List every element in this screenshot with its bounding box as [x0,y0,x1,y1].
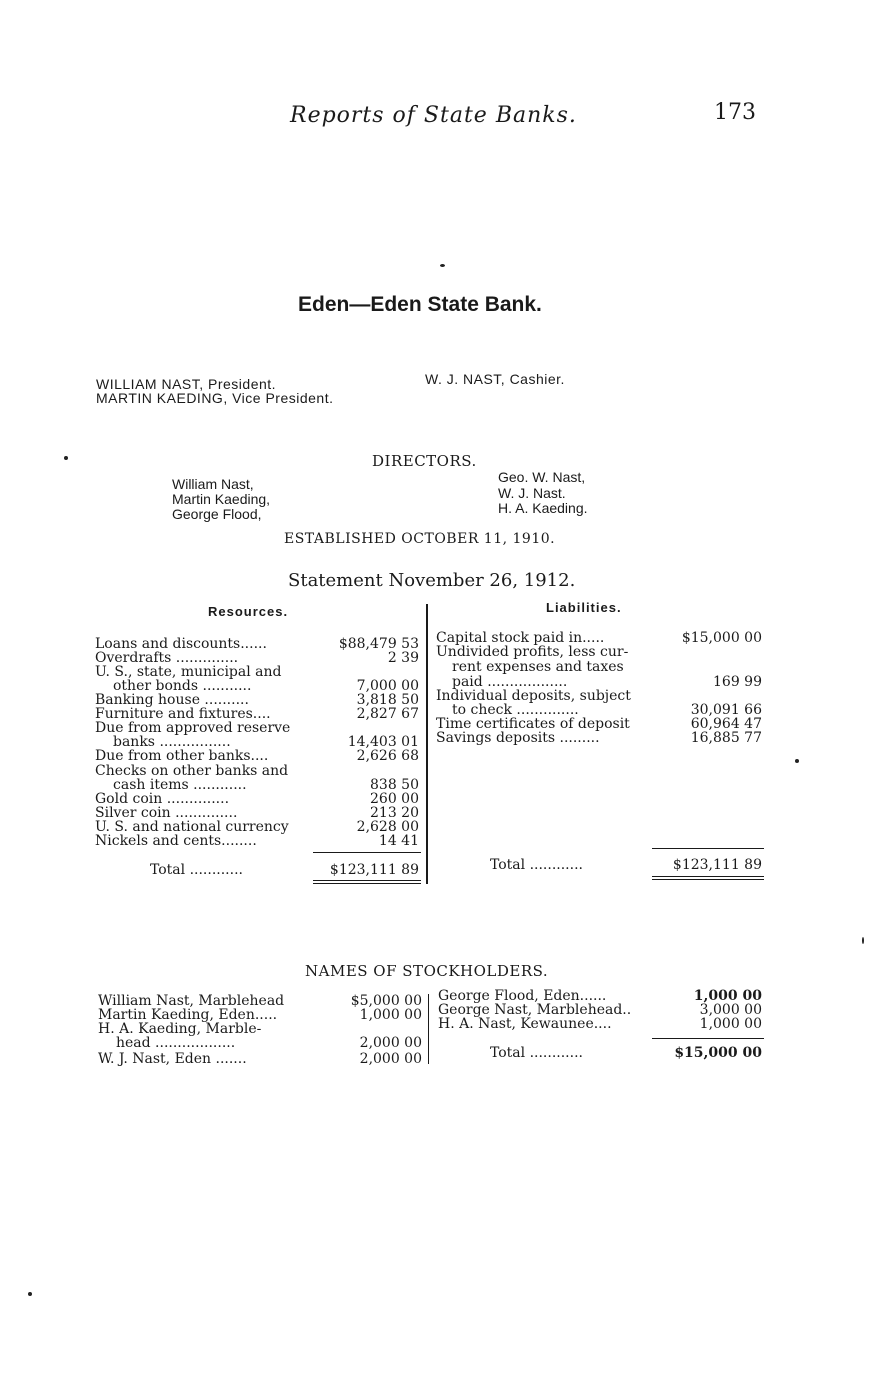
stockholder-name: H. A. Nast, Kewaunee.... [438,1016,612,1032]
resource-label: Furniture and fixtures.... [95,706,271,722]
resource-label: cash items ............ [113,777,247,793]
director-name: George Flood, [172,506,262,522]
liability-amount: 30,091 66 [690,702,762,718]
resource-label: banks ................ [113,734,231,750]
directors-heading: DIRECTORS. [372,452,477,470]
resources-total-amount: $123,111 89 [329,862,419,878]
resource-amount: 2 39 [387,650,419,666]
scan-speck [440,264,445,267]
liability-label: to check .............. [452,702,579,718]
stockholder-amount: 1,000 00 [693,988,762,1004]
column-divider [426,604,428,884]
stockholder-name: George Nast, Marblehead.. [438,1002,632,1018]
liability-label: Capital stock paid in..... [436,630,605,646]
resource-label: U. S. and national currency [95,819,289,835]
resource-amount: 213 20 [370,805,419,821]
resource-label: Gold coin .............. [95,791,230,807]
resource-label: Banking house .......... [95,692,249,708]
stockholder-name: H. A. Kaeding, Marble- [98,1021,262,1037]
resources-total-rule [313,883,421,884]
resource-label: U. S., state, municipal and [95,664,282,680]
liability-amount: $15,000 00 [681,630,762,646]
liability-label: paid .................. [452,674,568,690]
liability-label: rent expenses and taxes [452,659,624,675]
director-name: Geo. W. Nast, [498,469,586,485]
liabilities-total-rule [652,876,764,877]
stockholders-total-label: Total ............ [490,1045,583,1061]
resource-amount: 838 50 [370,777,419,793]
officer-president: WILLIAM NAST, President. [96,376,277,392]
liability-label: Individual deposits, subject [436,688,631,704]
officer-cashier: W. J. NAST, Cashier. [425,371,565,387]
resource-label: other bonds ........... [113,678,252,694]
scan-speck [862,937,864,944]
liability-amount: 16,885 77 [690,730,762,746]
resources-heading: Resources. [208,604,289,619]
resource-amount: 260 00 [370,791,419,807]
resource-label: Due from other banks.... [95,748,269,764]
liabilities-heading: Liabilities. [546,600,622,615]
liabilities-total-amount: $123,111 89 [672,857,762,873]
stockholder-amount: 1,000 00 [359,1007,422,1023]
statement-date: Statement November 26, 1912. [288,570,576,591]
resource-amount: $88,479 53 [338,636,419,652]
stockholders-divider [428,994,429,1064]
resource-amount: 2,827 67 [356,706,419,722]
director-name: H. A. Kaeding. [498,500,588,516]
resource-label: Checks on other banks and [95,763,289,779]
resource-amount: 3,818 50 [356,692,419,708]
stockholders-total-amount: $15,000 00 [674,1045,762,1061]
resources-total-rule [313,880,421,881]
resource-label: Overdrafts .............. [95,650,239,666]
stockholder-amount: 1,000 00 [699,1016,762,1032]
resources-subtotal-rule [313,852,421,853]
liability-label: Undivided profits, less cur- [436,644,629,660]
liability-label: Time certificates of deposit [436,716,630,732]
stockholder-amount: 2,000 00 [359,1035,422,1051]
resource-amount: 14 41 [378,833,419,849]
liabilities-total-label: Total ............ [490,857,583,873]
resource-amount: 14,403 01 [347,734,419,750]
director-name: W. J. Nast. [498,485,566,501]
resources-total-label: Total ............ [150,862,243,878]
resource-label: Silver coin .............. [95,805,238,821]
resource-label: Due from approved reserve [95,720,291,736]
resource-amount: 2,626 68 [356,748,419,764]
page-number: 173 [714,100,756,125]
resource-label: Loans and discounts...... [95,636,267,652]
director-name: William Nast, [172,476,254,492]
stockholders-total-rule [652,1038,764,1039]
resource-label: Nickels and cents........ [95,833,257,849]
stockholder-amount: 3,000 00 [699,1002,762,1018]
stockholder-name: Martin Kaeding, Eden..... [98,1007,278,1023]
established-date: ESTABLISHED OCTOBER 11, 1910. [284,531,556,547]
officer-vice-president: MARTIN KAEDING, Vice President. [96,390,334,406]
scan-speck [64,456,68,460]
liability-amount: 169 99 [713,674,762,690]
stockholder-name: George Flood, Eden...... [438,988,607,1004]
resource-amount: 7,000 00 [356,678,419,694]
stockholder-name: William Nast, Marblehead [98,993,285,1009]
running-title: Reports of State Banks. [290,103,577,128]
stockholders-heading: NAMES OF STOCKHOLDERS. [305,962,549,980]
liabilities-total-rule [652,879,764,880]
stockholder-amount: 2,000 00 [359,1051,422,1067]
liability-amount: 60,964 47 [690,716,762,732]
bank-title: Eden—Eden State Bank. [298,293,542,316]
stockholder-name: head .................. [116,1035,236,1051]
stockholder-amount: $5,000 00 [350,993,422,1009]
resource-amount: 2,628 00 [356,819,419,835]
liability-label: Savings deposits ......... [436,730,600,746]
liabilities-subtotal-rule [652,848,764,849]
scan-speck [795,759,799,763]
director-name: Martin Kaeding, [172,491,271,507]
stockholder-name: W. J. Nast, Eden ....... [98,1051,247,1067]
scan-speck [28,1292,32,1296]
